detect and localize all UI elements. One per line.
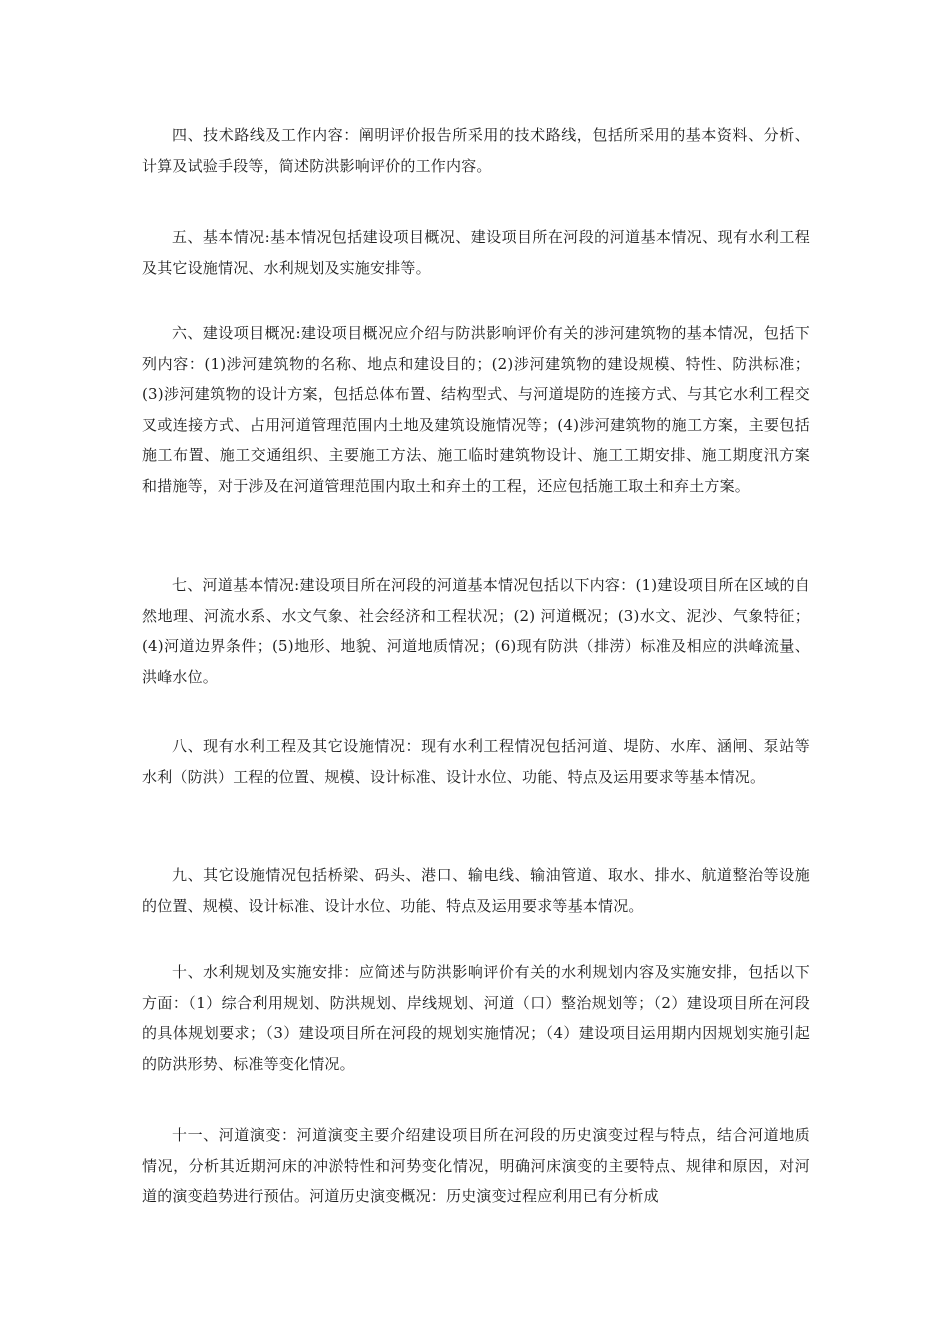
paragraph-other-facilities: 九、其它设施情况包括桥梁、码头、港口、输电线、输油管道、取水、排水、航道整治等设施的位置、规模、设计标准、设计水位、功能、特点及运用要求等基本情况。 xyxy=(142,866,810,915)
paragraph-technical-route: 四、技术路线及工作内容：阐明评价报告所采用的技术路线，包括所采用的基本资料、分析、计算及试验手段等，简述防洪影响评价的工作内容。 xyxy=(142,126,810,175)
paragraph-river-basic-situation: 七、河道基本情况:建设项目所在河段的河道基本情况包括以下内容：(1)建设项目所在区域的自然地理、河流水系、水文气象、社会经济和工程状况；(2) 河道概况；(3)水文、泥沙、气象特征；(4)河道边界条件；(5)地形、地貌、河道地质情况；(6)现有防洪（排涝）标准及相应的洪峰流量、洪峰水位。 xyxy=(142,576,810,686)
paragraph-river-evolution: 十一、河道演变：河道演变主要介绍建设项目所在河段的历史演变过程与特点，结合河道地质情况，分析其近期河床的冲淤特性和河势变化情况，明确河床演变的主要特点、规律和原因，对河道的演变趋势进行预估。河道历史演变概况：历史演变过程应利用已有分析成 xyxy=(142,1126,810,1205)
paragraph-project-overview: 六、建设项目概况:建设项目概况应介绍与防洪影响评价有关的涉河建筑物的基本情况，包括下列内容：(1)涉河建筑物的名称、地点和建设目的；(2)涉河建筑物的建设规模、特性、防洪标准；(3)涉河建筑物的设计方案，包括总体布置、结构型式、与河道堤防的连接方式、与其它水利工程交叉或连接方式、占用河道管理范围内土地及建筑设施情况等；(4)涉河建筑物的施工方案，主要包括施工布置、施工交通组织、主要施工方法、施工临时建筑物设计、施工工期安排、施工期度汛方案和措施等，对于涉及在河道管理范围内取土和弃土的工程，还应包括施工取土和弃土方案。 xyxy=(142,324,810,495)
paragraph-basic-situation: 五、基本情况:基本情况包括建设项目概况、建设项目所在河段的河道基本情况、现有水利工程及其它设施情况、水利规划及实施安排等。 xyxy=(142,228,810,277)
paragraph-water-planning: 十、水利规划及实施安排：应简述与防洪影响评价有关的水利规划内容及实施安排，包括以下方面：（1）综合利用规划、防洪规划、岸线规划、河道（口）整治规划等；（2）建设项目所在河段的具体规划要求；（3）建设项目所在河段的规划实施情况；（4）建设项目运用期内因规划实施引起的防洪形势、标准等变化情况。 xyxy=(142,963,810,1073)
paragraph-existing-water-works: 八、现有水利工程及其它设施情况：现有水利工程情况包括河道、堤防、水库、涵闸、泵站等水利（防洪）工程的位置、规模、设计标准、设计水位、功能、特点及运用要求等基本情况。 xyxy=(142,737,810,786)
